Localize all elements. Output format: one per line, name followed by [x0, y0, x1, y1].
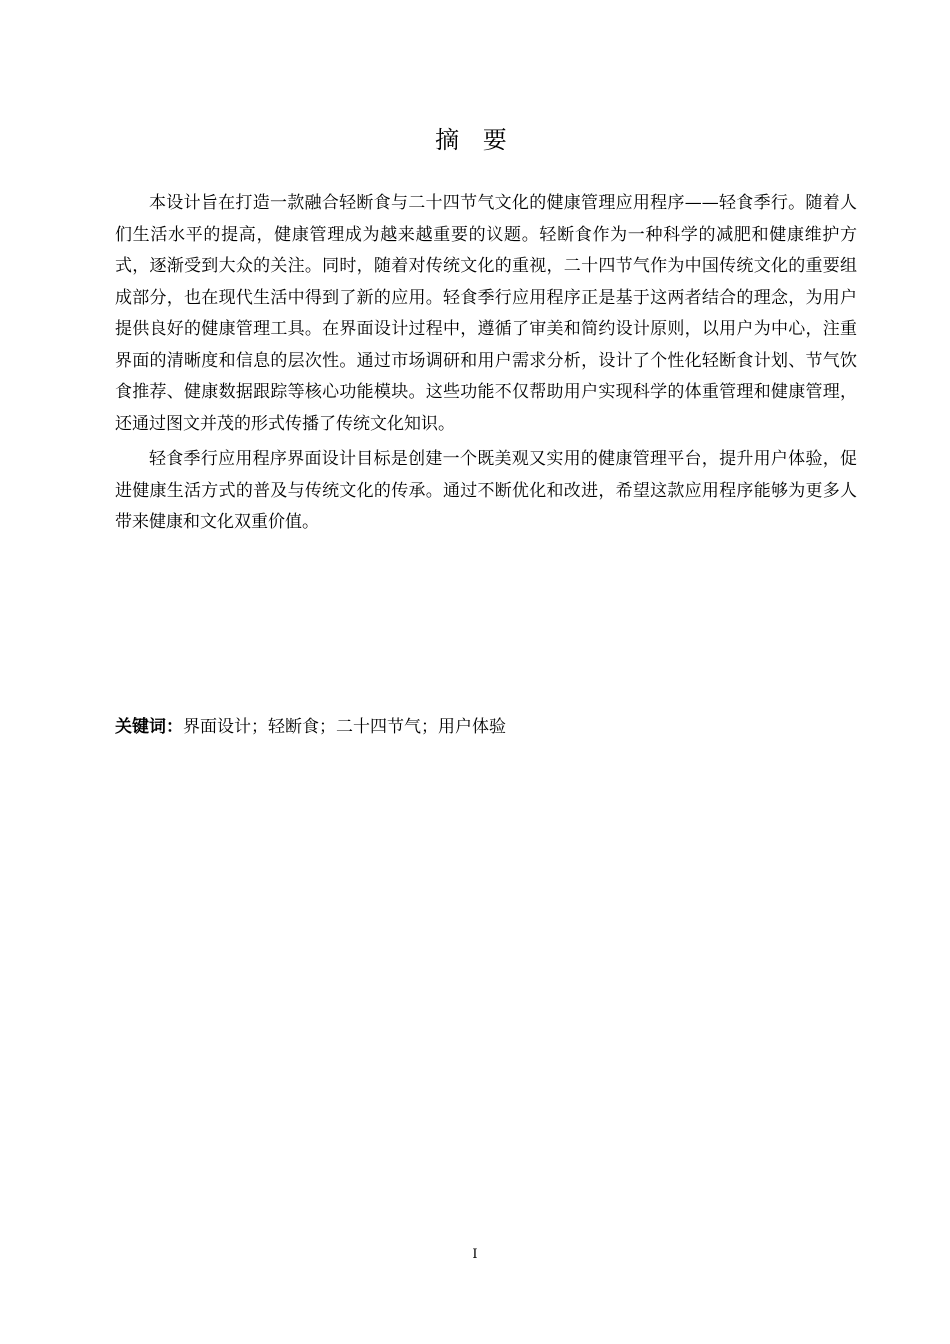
- keywords-text: 界面设计；轻断食；二十四节气；用户体验: [183, 717, 506, 737]
- abstract-title: 摘 要: [435, 126, 515, 154]
- abstract-body: [115, 188, 857, 543]
- keywords-label: 关键词：: [115, 717, 183, 737]
- abstract-paragraph-2: 轻食季行应用程序界面设计目标是创建一个既美观又实用的健康管理平台，提升用户体验，促进健康生活方式的普及与传统文化的传承。通过不断优化和改进，希望这款应用程序能够为更多人带来健康和文化双重价值。: [115, 449, 857, 532]
- abstract-paragraph-1: 本设计旨在打造一款融合轻断食与二十四节气文化的健康管理应用程序——轻食季行。随着人们生活水平的提高，健康管理成为越来越重要的议题。轻断食作为一种科学的减肥和健康维护方式，逐渐受到大众的关注。同时，随着对传统文化的重视，二十四节气作为中国传统文化的重要组成部分，也在现代生活中得到了新的应用。轻食季行应用程序正是基于这两者结合的理念，为用户提供良好的健康管理工具。在界面设计过程中，遵循了审美和简约设计原则，以用户为中心，注重界面的清晰度和信息的层次性。通过市场调研和用户需求分析，设计了个性化轻断食计划、节气饮食推荐、健康数据跟踪等核心功能模块。这些功能不仅帮助用户实现科学的体重管理和健康管理，还通过图文并茂的形式传播了传统文化知识。: [115, 193, 857, 434]
- page-number: I: [472, 1247, 478, 1262]
- keywords-line: [115, 712, 857, 743]
